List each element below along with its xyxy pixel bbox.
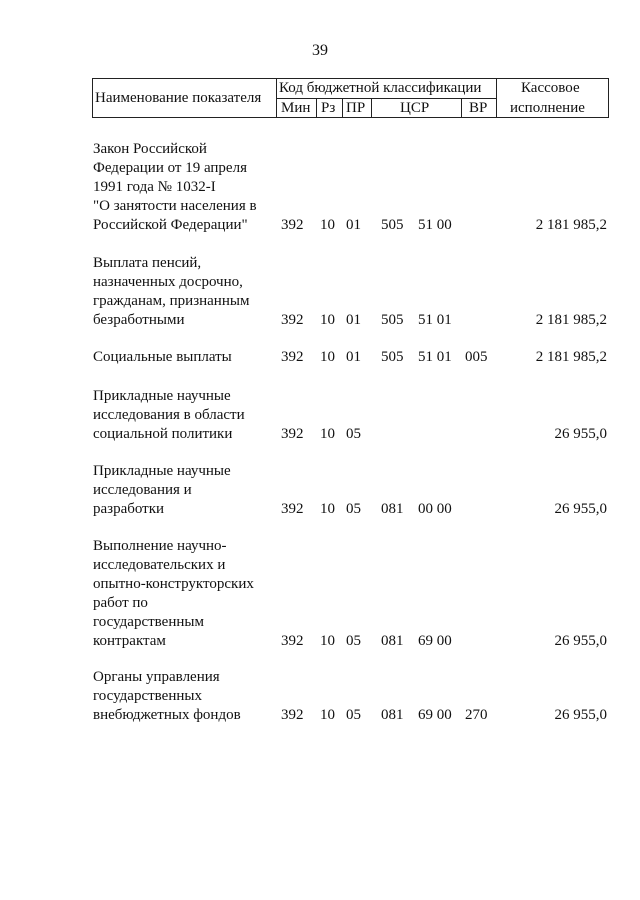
divider [316, 99, 317, 117]
cell-rz: 10 [320, 501, 335, 517]
header-name-column: Наименование показателя [95, 90, 262, 106]
divider [342, 99, 343, 117]
row-name: Социальные выплаты [93, 349, 232, 365]
row-name: Выполнение научно- исследовательских и опытно-конструкторских работ по государственным контрактам [93, 538, 254, 649]
cell-min: 392 [281, 426, 304, 442]
cell-min: 392 [281, 217, 304, 233]
cell-amount: 26 955,0 [554, 633, 607, 649]
cell-csr-2: 69 00 [418, 707, 452, 723]
header-vr: ВР [469, 100, 488, 116]
cell-csr-1: 081 [381, 707, 404, 723]
cell-rz: 10 [320, 426, 335, 442]
row-name: Выплата пенсий, назначенных досрочно, гражданам, признанным безработными [93, 255, 250, 328]
cell-rz: 10 [320, 707, 335, 723]
header-min: Мин [281, 100, 311, 116]
table-header [92, 78, 609, 118]
row-name: Органы управления государственных внебюджетных фондов [93, 669, 241, 723]
header-exec-line1: Кассовое [521, 80, 580, 96]
cell-csr-1: 505 [381, 349, 404, 365]
cell-csr-1: 081 [381, 633, 404, 649]
cell-amount: 26 955,0 [554, 707, 607, 723]
cell-rz: 10 [320, 217, 335, 233]
cell-vr: 005 [465, 349, 488, 365]
cell-rz: 10 [320, 633, 335, 649]
cell-rz: 10 [320, 312, 335, 328]
row-name: Прикладные научные исследования в области социальной политики [93, 388, 245, 442]
cell-rz: 10 [320, 349, 335, 365]
cell-pr: 05 [346, 707, 361, 723]
header-exec-line2: исполнение [510, 100, 585, 116]
header-csr: ЦСР [400, 100, 430, 116]
cell-csr-2: 51 01 [418, 349, 452, 365]
cell-pr: 05 [346, 633, 361, 649]
cell-pr: 05 [346, 501, 361, 517]
divider [461, 99, 462, 117]
cell-amount: 26 955,0 [554, 426, 607, 442]
row-name: Прикладные научные исследования и разработки [93, 463, 231, 517]
cell-pr: 01 [346, 349, 361, 365]
divider [276, 98, 496, 99]
cell-amount: 26 955,0 [554, 501, 607, 517]
cell-vr: 270 [465, 707, 488, 723]
cell-csr-1: 081 [381, 501, 404, 517]
cell-csr-2: 00 00 [418, 501, 452, 517]
cell-pr: 05 [346, 426, 361, 442]
cell-min: 392 [281, 707, 304, 723]
cell-amount: 2 181 985,2 [535, 349, 607, 365]
cell-min: 392 [281, 312, 304, 328]
cell-amount: 2 181 985,2 [535, 217, 607, 233]
header-pr: ПР [346, 100, 366, 116]
divider [371, 99, 372, 117]
row-name: Закон Российской Федерации от 19 апреля 1991 года № 1032-I "О занятости населения в Российской Федерации" [93, 141, 257, 233]
cell-min: 392 [281, 633, 304, 649]
page-number: 39 [312, 42, 328, 59]
header-rz: Рз [321, 100, 336, 116]
cell-csr-1: 505 [381, 217, 404, 233]
divider [496, 79, 497, 117]
cell-csr-2: 51 01 [418, 312, 452, 328]
cell-csr-1: 505 [381, 312, 404, 328]
cell-min: 392 [281, 349, 304, 365]
cell-min: 392 [281, 501, 304, 517]
cell-csr-2: 69 00 [418, 633, 452, 649]
header-code-group: Код бюджетной классификации [279, 80, 482, 96]
cell-csr-2: 51 00 [418, 217, 452, 233]
cell-pr: 01 [346, 217, 361, 233]
cell-amount: 2 181 985,2 [535, 312, 607, 328]
cell-pr: 01 [346, 312, 361, 328]
